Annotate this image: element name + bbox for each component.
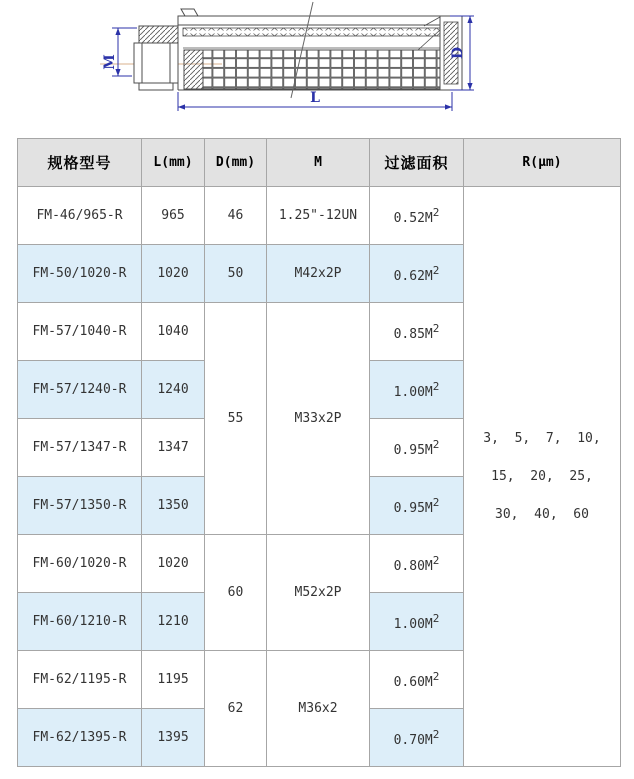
cell-l: 1195 [142,651,205,709]
cell-area: $1.00M^2$ [370,361,464,419]
cell-area: $1.00M^2$ [370,593,464,651]
cell-l: 965 [142,187,205,245]
area-superscript: 2 [432,379,440,393]
cell-m: M42x2P [267,245,370,303]
header-r: R(μm) [464,139,621,187]
header-model: 规格型号 [18,139,142,187]
dim-label-l: L [310,90,320,106]
cell-m: M36x2 [267,651,370,767]
cell-area: $0.60M^2$ [370,651,464,709]
area-superscript: 2 [432,495,440,509]
cell-l: 1347 [142,419,205,477]
area-superscript: 2 [432,669,440,683]
cell-model: FM-60/1210-R [18,593,142,651]
cell-area: $0.70M^2$ [370,709,464,767]
cell-d: 50 [205,245,267,303]
cell-d: 55 [205,303,267,535]
cell-area: $0.85M^2$ [370,303,464,361]
header-d: D(mm) [205,139,267,187]
cell-d: 46 [205,187,267,245]
area-superscript: 2 [432,263,440,277]
cell-model: FM-57/1040-R [18,303,142,361]
cell-l: 1020 [142,245,205,303]
cell-l: 1350 [142,477,205,535]
filter-drawing-svg [0,0,634,138]
cell-m: M52x2P [267,535,370,651]
cell-l: 1395 [142,709,205,767]
header-m: M [267,139,370,187]
cell-m: 1.25"-12UN [267,187,370,245]
cell-l: 1210 [142,593,205,651]
cell-model: FM-62/1395-R [18,709,142,767]
area-superscript: 2 [432,321,440,335]
area-superscript: 2 [432,727,440,741]
cell-r-values: 3, 5, 7, 10, 15, 20, 25, 30, 40, 60 [464,187,621,767]
cell-model: FM-62/1195-R [18,651,142,709]
area-superscript: 2 [432,553,440,567]
area-superscript: 2 [432,205,440,219]
cell-l: 1020 [142,535,205,593]
cell-model: FM-57/1240-R [18,361,142,419]
cell-l: 1240 [142,361,205,419]
cell-area: $0.52M^2$ [370,187,464,245]
cell-area: $0.95M^2$ [370,477,464,535]
header-l: L(mm) [142,139,205,187]
mesh-element [184,50,440,89]
cell-model: FM-57/1347-R [18,419,142,477]
area-superscript: 2 [432,611,440,625]
dim-label-d: D [450,46,466,60]
area-superscript: 2 [432,437,440,451]
cell-l: 1040 [142,303,205,361]
dim-label-m: M [102,54,118,70]
cell-area: $0.62M^2$ [370,245,464,303]
cell-m: M33x2P [267,303,370,535]
filter-technical-drawing [0,0,634,138]
table-row [18,187,621,245]
cell-area: $0.80M^2$ [370,535,464,593]
cell-area: $0.95M^2$ [370,419,464,477]
cell-model: FM-60/1020-R [18,535,142,593]
header-area: 过滤面积 [370,139,464,187]
threaded-connector [134,26,178,90]
cell-model: FM-46/965-R [18,187,142,245]
cell-d: 60 [205,535,267,651]
spec-table [17,138,621,767]
cell-d: 62 [205,651,267,767]
cell-model: FM-50/1020-R [18,245,142,303]
header-row [18,139,621,187]
cell-model: FM-57/1350-R [18,477,142,535]
